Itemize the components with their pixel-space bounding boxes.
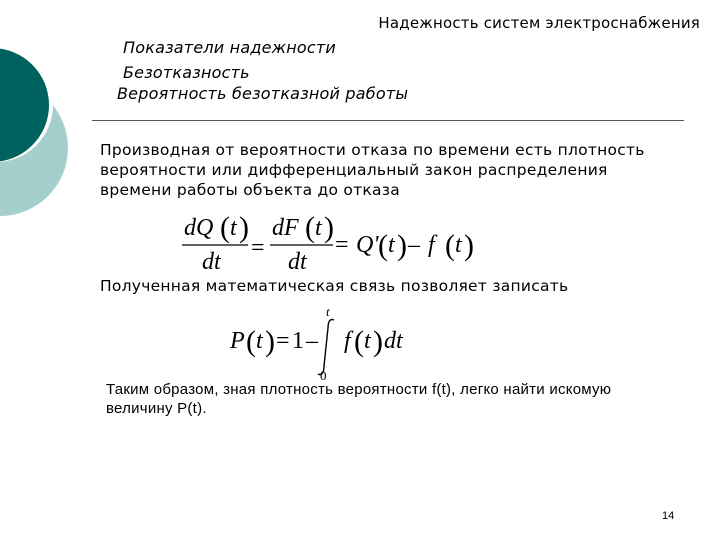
formula1-arg: t <box>388 232 395 258</box>
formula1-paren: ( <box>445 229 455 262</box>
formula1-f: f <box>428 232 435 258</box>
integral-sign <box>318 319 334 374</box>
formula2-eq: = <box>276 328 290 354</box>
formula1-arg: t <box>455 232 462 258</box>
formula2-lower-limit: 0 <box>320 368 327 382</box>
slide-header: Надежность систем электроснабжения <box>378 14 700 32</box>
formula2-dt: dt <box>384 328 403 354</box>
formula2-upper-limit: t <box>326 306 330 319</box>
formula2-paren: ( <box>354 325 364 358</box>
formula2-one: 1 <box>292 328 304 354</box>
formula1-dash: – <box>408 232 420 258</box>
formula1-paren: ( <box>378 229 388 262</box>
formula1-den2: dt <box>288 249 307 275</box>
page-number: 14 <box>662 510 675 522</box>
formula2-p: P <box>230 328 245 354</box>
breadcrumb-level-2: Безотказность <box>123 63 250 82</box>
formula-probability <box>224 306 414 382</box>
formula1-q-prime: Q' <box>356 232 379 258</box>
formula1-paren: ) <box>397 229 407 262</box>
formula1-paren: ( <box>220 211 230 244</box>
formula1-paren: ) <box>324 211 334 244</box>
formula1-eq: = <box>335 232 349 258</box>
formula2-paren: ) <box>373 325 383 358</box>
formula2-arg: t <box>364 328 371 354</box>
formula1-den1: dt <box>202 249 221 275</box>
formula2-paren: ) <box>265 325 275 358</box>
formula1-arg: t <box>315 215 322 241</box>
formula-density <box>180 205 480 275</box>
formula1-eq: = <box>251 235 265 261</box>
breadcrumb-level-3: Вероятность безотказной работы <box>117 84 409 103</box>
formula1-paren: ( <box>305 211 315 244</box>
formula1-num-dq: dQ <box>184 215 214 241</box>
paragraph-conclusion: Таким образом, зная плотность вероятности f(t), легко найти искомую величину P(t). <box>106 381 612 417</box>
formula1-paren: ) <box>239 211 249 244</box>
formula1-arg: t <box>230 215 237 241</box>
formula2-arg: t <box>256 328 263 354</box>
formula1-num-df: dF <box>272 215 299 241</box>
formula1-paren: ) <box>464 229 474 262</box>
paragraph-derivative: Производная от вероятности отказа по времени есть плотность вероятности или дифференциальный закон распределения времени работы объекта до отказа <box>100 141 645 199</box>
divider-line <box>92 120 684 121</box>
formula2-f: f <box>344 328 351 354</box>
formula2-paren: ( <box>246 325 256 358</box>
breadcrumb-level-1: Показатели надежности <box>123 38 337 57</box>
paragraph-relation: Полученная математическая связь позволяет записать <box>100 277 569 295</box>
decorative-circles <box>0 0 100 300</box>
formula2-minus: – <box>306 328 318 354</box>
